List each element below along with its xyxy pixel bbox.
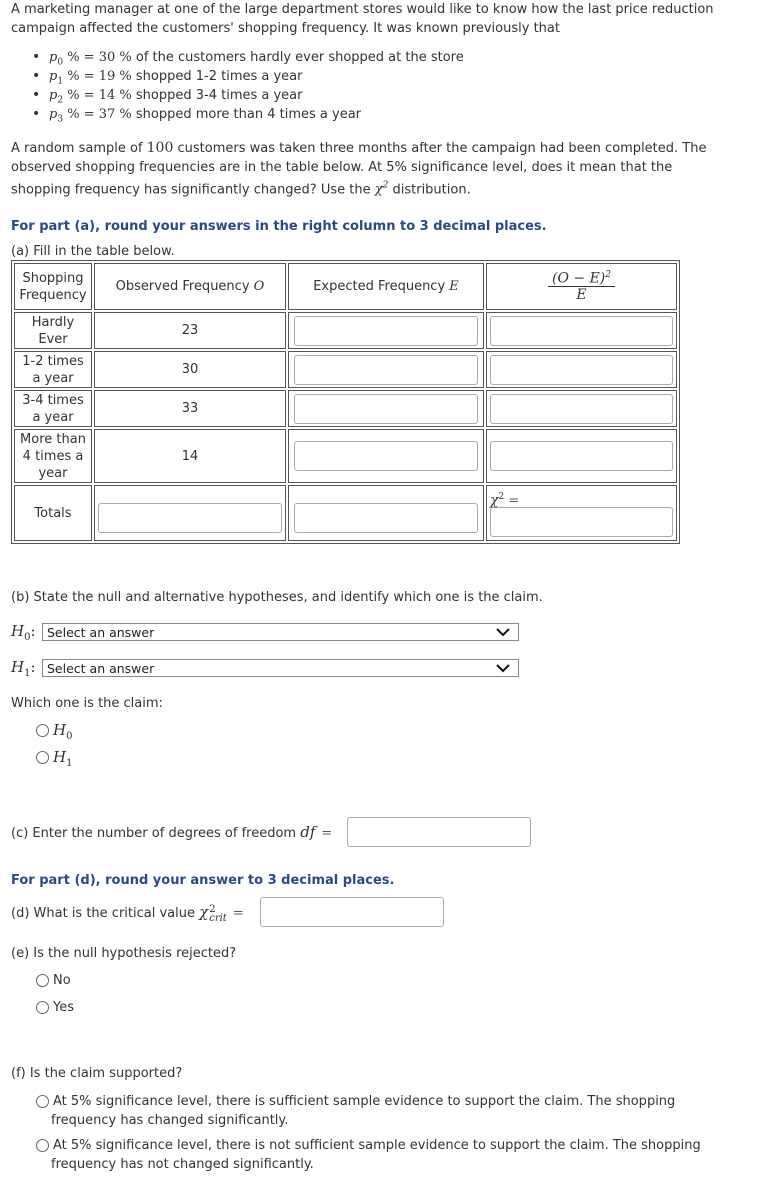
table-row — [14, 312, 677, 349]
prior-item: • $p_0$ % = 30 % of the customers hardly ever shopped at the store — [11, 48, 711, 67]
claim-supported-option-1[interactable]: At 5% significance level, there is sufficient sample evidence to support the claim. The shopping frequency has changed significantly. — [36, 1092, 736, 1130]
prior-item: • $p_1$ % = 19 % shopped 1-2 times a year — [11, 67, 711, 86]
chevron-down-icon — [496, 663, 510, 673]
header-expected: Expected Frequency E — [288, 263, 484, 310]
part-d-label: (d) What is the critical value χ 2 crit = — [11, 903, 244, 924]
radio-icon[interactable] — [36, 974, 49, 987]
chi-symbol: $\chi^2$ — [374, 181, 389, 198]
reject-option-no[interactable]: No — [36, 972, 71, 990]
row-label: More than 4 times a year — [14, 429, 92, 483]
expected-input[interactable] — [294, 316, 478, 346]
claim-question: Which one is the claim: — [11, 696, 163, 711]
part-b-label: (b) State the null and alternative hypotheses, and identify which one is the claim. — [11, 590, 543, 605]
part-d-rounding-note: For part (d), round your answer to 3 decimal places. — [11, 873, 395, 888]
h1-label: $H_1$: — [11, 658, 36, 679]
frequency-table — [11, 260, 680, 544]
chi-square-label: $\chi^2$ = — [490, 492, 520, 509]
totals-row — [14, 485, 677, 541]
reject-option-yes[interactable]: Yes — [36, 999, 74, 1017]
observed-value: 14 — [94, 429, 286, 483]
critical-value-input[interactable] — [260, 897, 444, 927]
contribution-input[interactable] — [490, 355, 673, 385]
row-label: Hardly Ever — [14, 312, 92, 349]
expected-input[interactable] — [294, 394, 478, 424]
observed-total-input[interactable] — [98, 503, 282, 533]
table-row — [14, 429, 677, 483]
observed-value: 33 — [94, 390, 286, 427]
claim-option-h0[interactable]: $H_0$ — [36, 721, 72, 739]
row-label: 3-4 times a year — [14, 390, 92, 427]
expected-total-input[interactable] — [294, 503, 478, 533]
intro-line-1: A marketing manager at one of the large department stores would like to know how the last price reduction — [11, 2, 714, 17]
claim-supported-option-2[interactable]: At 5% significance level, there is not sufficient sample evidence to support the claim. The shopping frequency has not changed significantly. — [36, 1136, 736, 1174]
radio-icon[interactable] — [36, 751, 49, 764]
radio-icon[interactable] — [36, 1095, 49, 1108]
header-observed: Observed Frequency O — [94, 263, 286, 310]
contribution-input[interactable] — [490, 441, 673, 471]
header-chi-contribution: $\frac{(O - E)^2}{E}$ — [486, 263, 677, 310]
prior-proportions-list — [11, 48, 711, 124]
chevron-down-icon — [496, 627, 510, 637]
problem-intro — [11, 0, 771, 38]
claim-option-h1[interactable]: $H_1$ — [36, 748, 72, 766]
expected-input[interactable] — [294, 355, 478, 385]
radio-icon[interactable] — [36, 1139, 49, 1152]
h0-label: $H_0$: — [11, 622, 36, 643]
contribution-input[interactable] — [490, 316, 673, 346]
expected-input[interactable] — [294, 441, 478, 471]
radio-icon[interactable] — [36, 724, 49, 737]
table-row — [14, 390, 677, 427]
sample-description: A random sample of 100 customers was taken three months after the campaign had been completed. The observed shopping frequencies are in the table below. At 5% significance level, does it mean that the shopping frequency has significantly changed? Use the $\chi^2$ distribution. — [11, 140, 707, 198]
part-e-label: (e) Is the null hypothesis rejected? — [11, 946, 237, 961]
degrees-of-freedom-input[interactable] — [347, 817, 531, 847]
chi-square-input[interactable] — [490, 507, 673, 537]
prior-item: • $p_2$ % = 14 % shopped 3-4 times a year — [11, 86, 711, 105]
prior-item: • $p_3$ % = 37 % shopped more than 4 times a year — [11, 105, 711, 124]
row-label: 1-2 times a year — [14, 351, 92, 388]
contribution-input[interactable] — [490, 394, 673, 424]
header-shopping-frequency: Shopping Frequency — [14, 263, 92, 310]
observed-value: 30 — [94, 351, 286, 388]
part-a-label: (a) Fill in the table below. — [11, 244, 175, 259]
part-f-label: (f) Is the claim supported? — [11, 1066, 183, 1081]
observed-value: 23 — [94, 312, 286, 349]
table-row — [14, 351, 677, 388]
part-a-rounding-note: For part (a), round your answers in the right column to 3 decimal places. — [11, 219, 547, 234]
intro-line-2: campaign affected the customers' shopping frequency. It was known previously that — [11, 21, 560, 36]
h0-select[interactable]: Select an answer — [42, 623, 519, 641]
totals-label: Totals — [14, 485, 92, 541]
h1-select[interactable]: Select an answer — [42, 659, 519, 677]
part-c-label: (c) Enter the number of degrees of freedom df = — [11, 823, 333, 841]
radio-icon[interactable] — [36, 1001, 49, 1014]
